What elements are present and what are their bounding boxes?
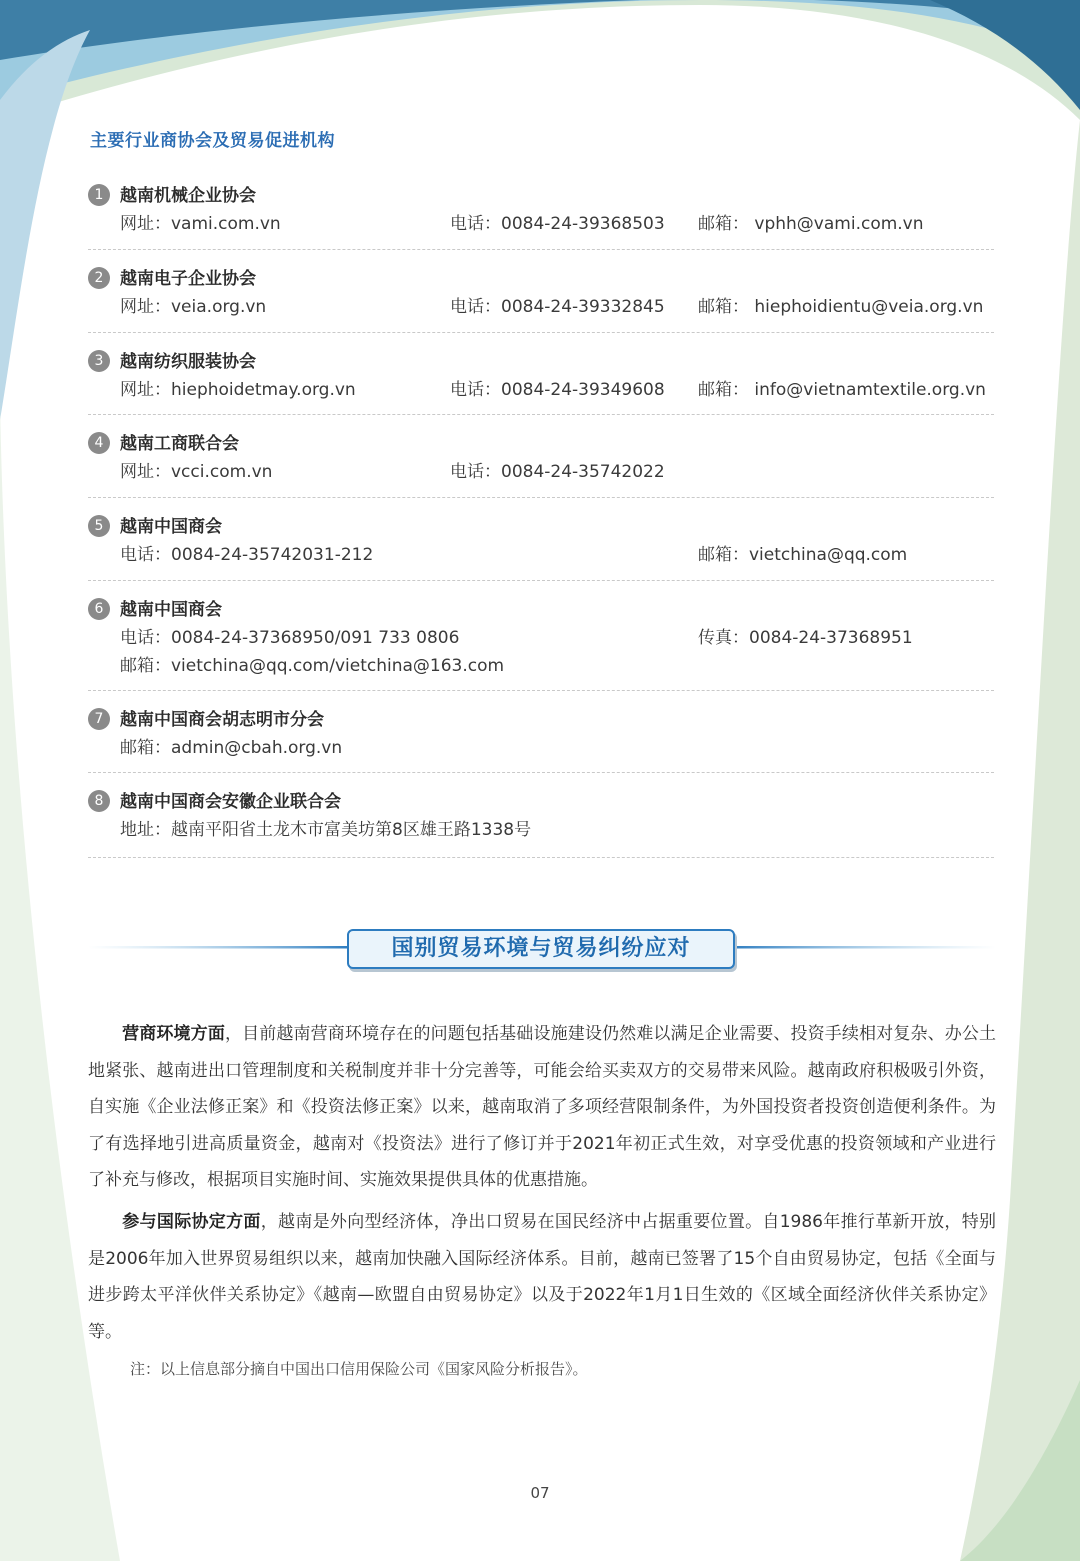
number-badge: 5 bbox=[88, 515, 110, 537]
org-email: 邮箱：vietchina@qq.com/vietchina@163.com bbox=[120, 656, 505, 676]
org-name: 越南中国商会 bbox=[120, 517, 222, 537]
org-website: 网址：vami.com.vn bbox=[120, 214, 281, 234]
org-website: 网址：veia.org.vn bbox=[120, 297, 267, 317]
org-name: 越南中国商会 bbox=[120, 600, 222, 620]
number-badge: 2 bbox=[88, 267, 110, 289]
org-phone: 电话：0084-24-35742031-212 bbox=[120, 545, 374, 565]
org-email: 邮箱： info@vietnamtextile.org.vn bbox=[698, 380, 986, 400]
org-name: 越南纺织服装协会 bbox=[120, 352, 256, 372]
org-phone: 电话：0084-24-35742022 bbox=[450, 462, 665, 482]
org-phone: 电话：0084-24-37368950/091 733 0806 bbox=[120, 628, 460, 648]
number-badge: 4 bbox=[88, 432, 110, 454]
org-website: 网址：hiephoidetmay.org.vn bbox=[120, 380, 356, 400]
left-wave-green bbox=[0, 400, 120, 1561]
org-phone: 电话：0084-24-39349608 bbox=[450, 380, 665, 400]
section-banner bbox=[347, 929, 735, 969]
section-heading bbox=[90, 126, 335, 151]
org-name: 越南工商联合会 bbox=[120, 434, 239, 454]
dashed-divider bbox=[88, 497, 994, 498]
org-email: 邮箱：vietchina@qq.com bbox=[698, 545, 908, 565]
dashed-divider bbox=[88, 690, 994, 691]
dashed-divider bbox=[88, 414, 994, 415]
paragraph-text: ，越南是外向型经济体，净出口贸易在国民经济中占据重要位置。自1986年推行革新开放，特别是2006年加入世界贸易组织以来，越南加快融入国际经济体系。目前，越南已签署了15个自由贸易协定，包括《全面与进步跨太平洋伙伴关系协定》《越南—欧盟自由贸易协定》以及于2022年1月1日生效的《区域全面经济伙伴关系协定》等。 bbox=[88, 1212, 997, 1342]
number-badge: 8 bbox=[88, 790, 110, 812]
org-email: 邮箱：admin@cbah.org.vn bbox=[120, 738, 343, 758]
org-name: 越南机械企业协会 bbox=[120, 186, 256, 206]
section-banner-title: 国别贸易环境与贸易纠纷应对 bbox=[391, 936, 691, 961]
dashed-divider bbox=[88, 580, 994, 581]
banner-right-line bbox=[730, 946, 996, 949]
number-badge: 1 bbox=[88, 184, 110, 206]
number-badge: 6 bbox=[88, 598, 110, 620]
org-website: 网址：vcci.com.vn bbox=[120, 462, 273, 482]
org-address: 地址：越南平阳省土龙木市富美坊第8区雄王路1338号 bbox=[120, 820, 532, 840]
number-badge: 7 bbox=[88, 708, 110, 730]
banner-left-line bbox=[88, 946, 350, 949]
org-name: 越南电子企业协会 bbox=[120, 269, 256, 289]
page-number: 07 bbox=[530, 1484, 550, 1502]
org-email: 邮箱： hiephoidientu@veia.org.vn bbox=[698, 297, 984, 317]
org-fax: 传真：0084-24-37368951 bbox=[698, 628, 913, 648]
paragraph-international-agreements bbox=[88, 1204, 996, 1350]
paragraph-lead: 营商环境方面 bbox=[122, 1024, 225, 1044]
dashed-divider bbox=[88, 857, 994, 858]
org-email: 邮箱： vphh@vami.com.vn bbox=[698, 214, 924, 234]
paragraph-lead: 参与国际协定方面 bbox=[122, 1212, 261, 1232]
paragraph-text: ，目前越南营商环境存在的问题包括基础设施建设仍然难以满足企业需要、投资手续相对复杂、办公土地紧张、越南进出口管理制度和关税制度并非十分完善等，可能会给买卖双方的交易带来风险。越南政府积极吸引外资，自实施《企业法修正案》和《投资法修正案》以来，越南取消了多项经营限制条件，为外国投资者投资创造便利条件。为了有选择地引进高质量资金，越南对《投资法》进行了修订并于2021年初正式生效，对享受优惠的投资领域和产业进行了补充与修改，根据项目实施时间、实施效果提供具体的优惠措施。 bbox=[88, 1024, 997, 1190]
dashed-divider bbox=[88, 249, 994, 250]
org-name: 越南中国商会安徽企业联合会 bbox=[120, 792, 341, 812]
org-phone: 电话：0084-24-39332845 bbox=[450, 297, 665, 317]
number-badge: 3 bbox=[88, 350, 110, 372]
dashed-divider bbox=[88, 332, 994, 333]
section-heading-text: 主要行业商协会及贸易促进机构 bbox=[90, 131, 335, 151]
org-phone: 电话：0084-24-39368503 bbox=[450, 214, 665, 234]
org-name: 越南中国商会胡志明市分会 bbox=[120, 710, 324, 730]
paragraph-business-environment bbox=[88, 1016, 996, 1199]
dashed-divider bbox=[88, 772, 994, 773]
footnote: 注：以上信息部分摘自中国出口信用保险公司《国家风险分析报告》。 bbox=[130, 1360, 588, 1378]
